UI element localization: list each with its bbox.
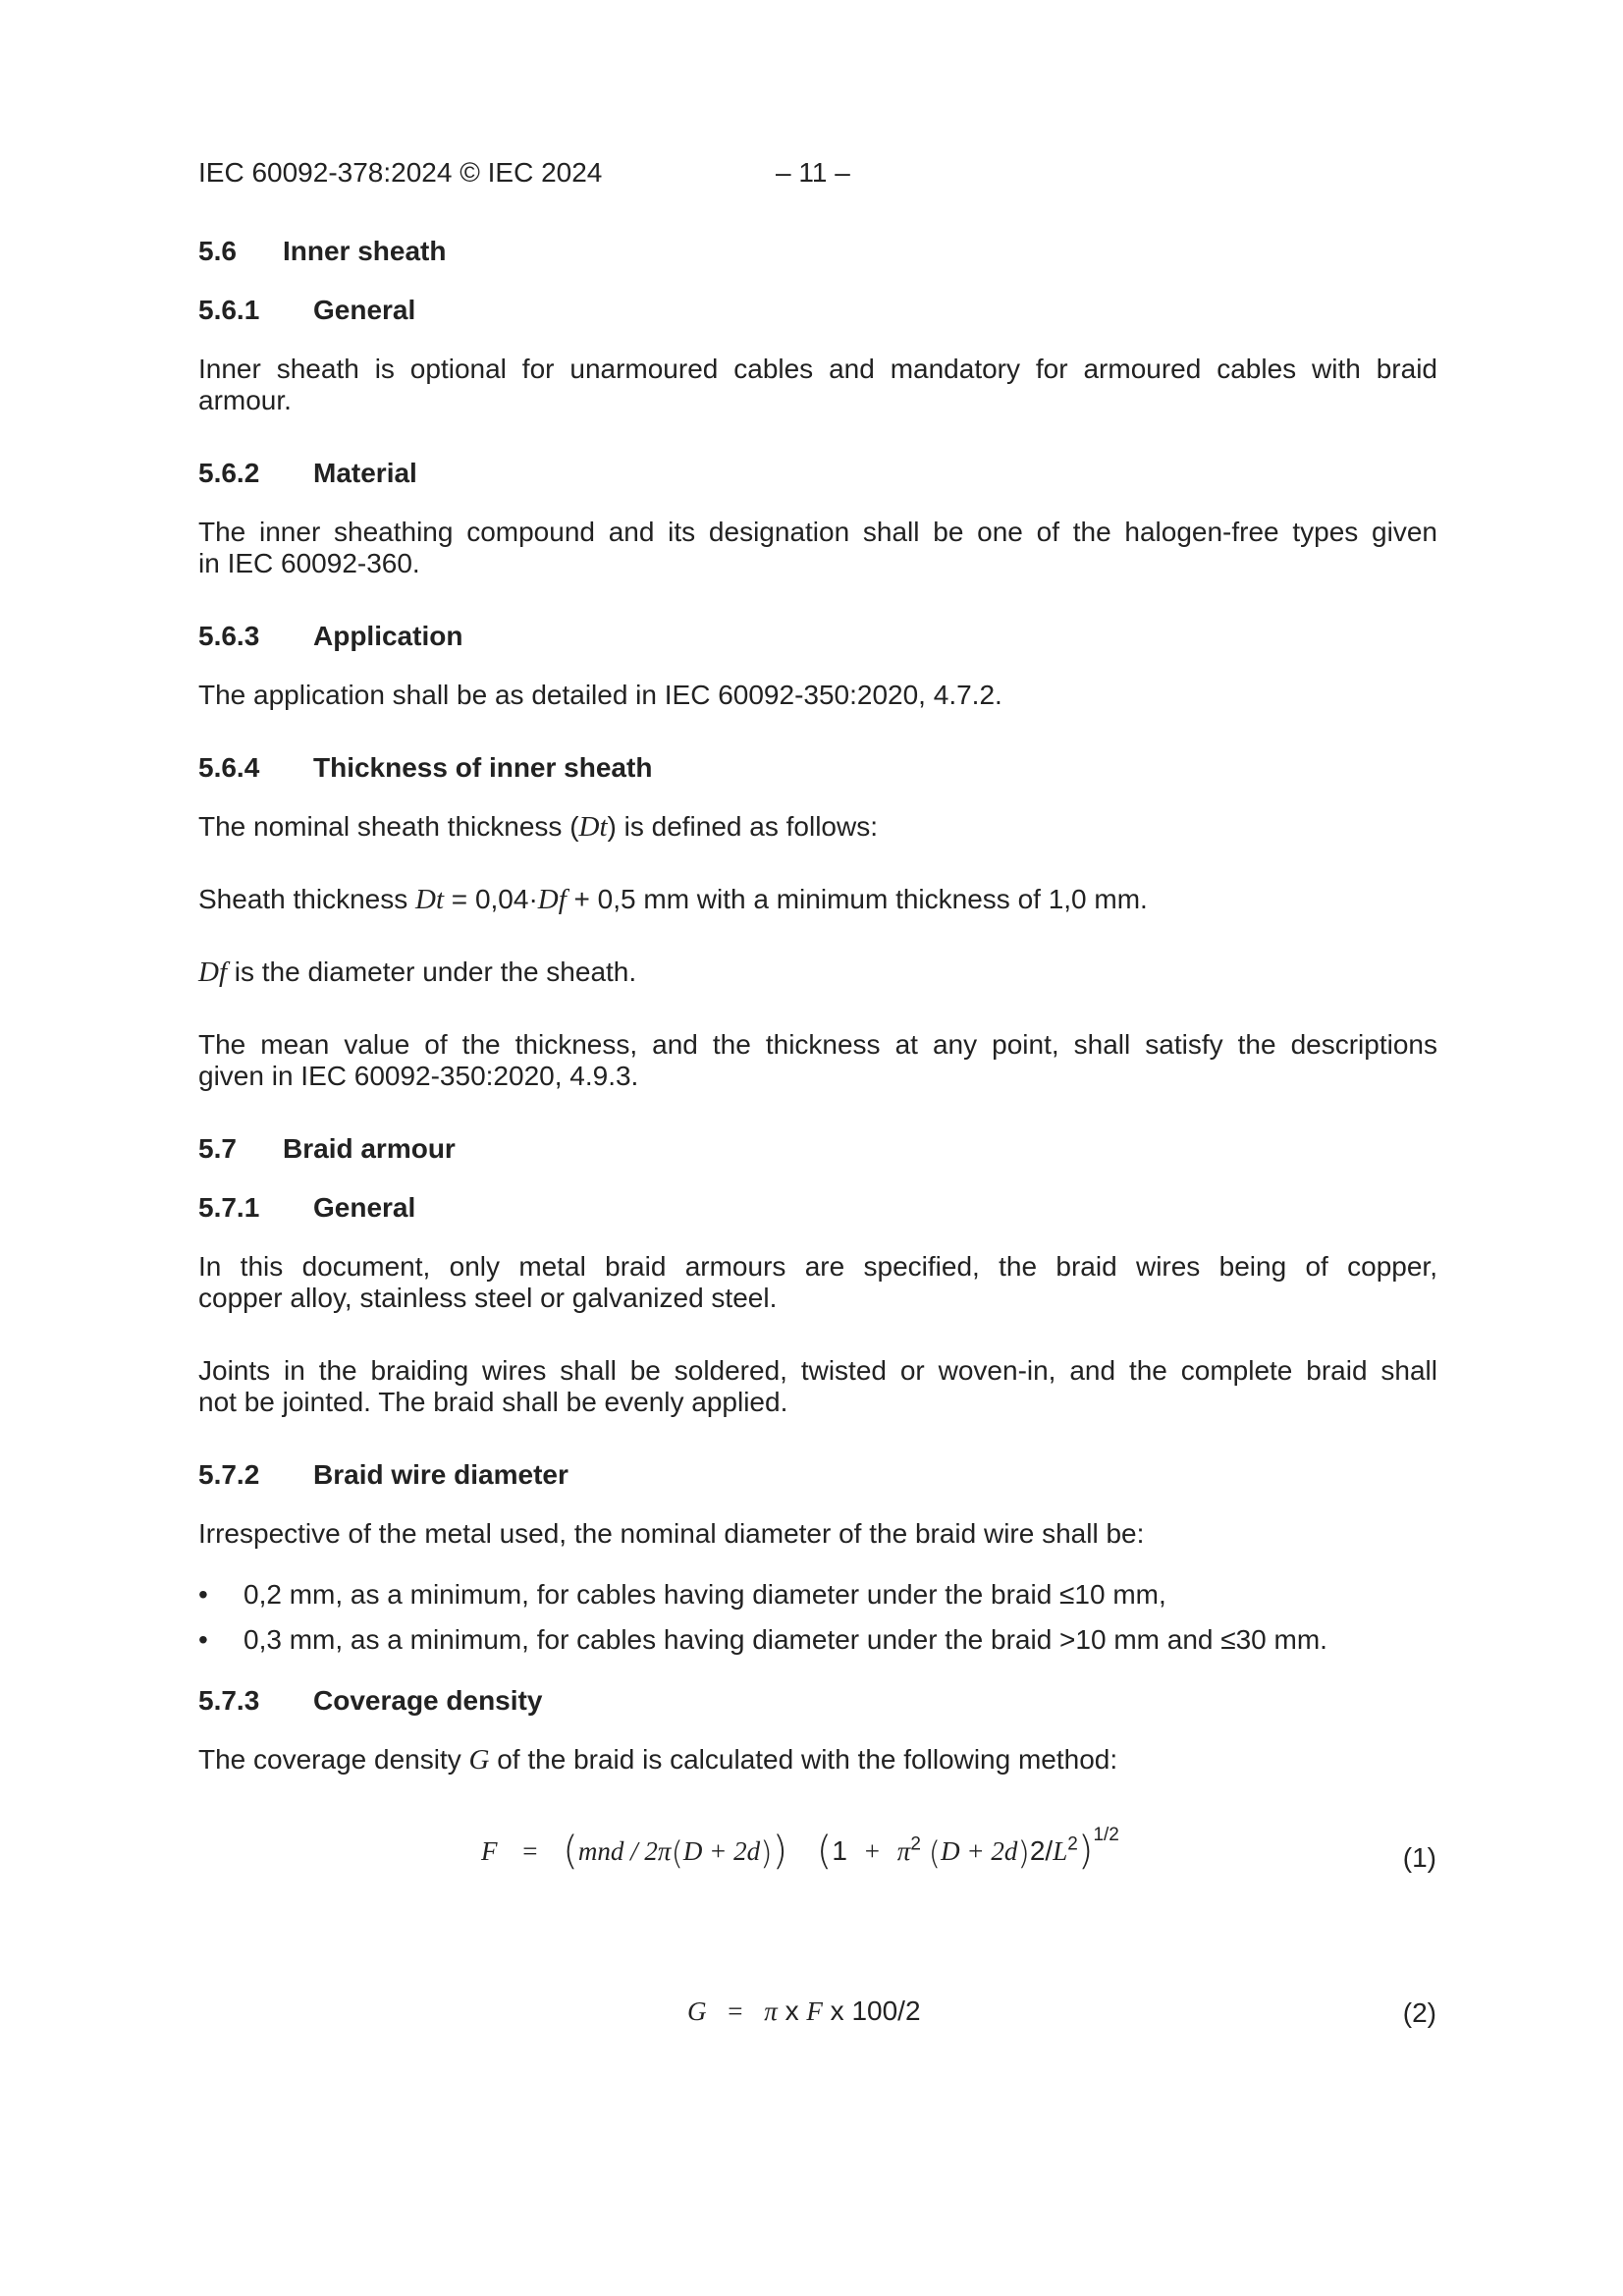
heading-title: Thickness of inner sheath: [313, 752, 653, 783]
list-item-text: 0,2 mm, as a minimum, for cables having diameter under the braid ≤10 mm,: [243, 1579, 1166, 1610]
text-run: is the diameter under the sheath.: [227, 957, 637, 987]
equation-number-1: (1): [1402, 1842, 1436, 1873]
math-term: D + 2d: [682, 1836, 761, 1866]
paragraph-line: The mean value of the thickness, and the thickness at any point, shall satisfy the descriptions: [198, 1029, 1437, 1060]
paragraph-5-6-2: [198, 517, 1437, 579]
math-operator: =: [728, 1996, 743, 2026]
heading-number: 5.6.3: [198, 621, 260, 651]
list-item: [198, 1624, 1327, 1656]
heading-number: 5.7.1: [198, 1192, 260, 1223]
heading-number: 5.6.2: [198, 458, 260, 488]
text-run: + 0,5 mm with a minimum thickness of 1,0 mm.: [566, 884, 1148, 914]
math-term: 2/: [1029, 1835, 1054, 1866]
paragraph-thickness-formula: [198, 884, 1437, 915]
math-term: x 100/2: [830, 1995, 921, 2026]
open-paren-glyph: (: [671, 1834, 683, 1872]
text-run: The nominal sheath thickness (: [198, 811, 579, 842]
close-paren-glyph: ): [760, 1834, 773, 1872]
formula-2: [687, 1995, 921, 2027]
paragraph-5-7-1-a: [198, 1251, 1437, 1314]
math-variable: Df: [537, 884, 567, 915]
paragraph-mean-value: [198, 1029, 1437, 1092]
math-variable: Df: [198, 957, 227, 988]
heading-title: General: [313, 1192, 416, 1223]
heading-number: 5.7: [198, 1133, 237, 1164]
paragraph-line: Joints in the braiding wires shall be soldered, twisted or woven-in, and the complete braid shall: [198, 1355, 1437, 1386]
heading-number: 5.6.1: [198, 295, 260, 325]
header-page-number: – 11 –: [776, 157, 850, 188]
math-variable: G: [687, 1996, 707, 2026]
text-run: ) is defined as follows:: [607, 811, 878, 842]
bullet-marker: •: [198, 1624, 208, 1655]
close-paren-glyph: ): [1017, 1834, 1030, 1872]
open-paren-glyph: (: [816, 1829, 833, 1874]
paragraph-line: not be jointed. The braid shall be evenly applied.: [198, 1387, 788, 1417]
math-exponent: 2: [1067, 1833, 1078, 1855]
heading-number: 5.7.2: [198, 1459, 260, 1490]
formula-1: [481, 1824, 1119, 1874]
text-run: of the braid is calculated with the following method:: [489, 1744, 1118, 1775]
heading-number: 5.7.3: [198, 1685, 260, 1716]
heading-5-7: [198, 1133, 456, 1165]
heading-title: Inner sheath: [283, 236, 447, 266]
close-paren-glyph: ): [772, 1829, 788, 1874]
math-variable: L: [1053, 1836, 1068, 1866]
list-item-text: 0,3 mm, as a minimum, for cables having diameter under the braid >10 mm and ≤30 mm.: [243, 1624, 1327, 1655]
text-run: Sheath thickness: [198, 884, 416, 914]
heading-number: 5.6.4: [198, 752, 260, 783]
heading-5-6-1: [198, 295, 415, 326]
heading-title: Braid wire diameter: [313, 1459, 568, 1490]
text-run: The coverage density: [198, 1744, 469, 1775]
paragraph-line: in IEC 60092-360.: [198, 548, 420, 578]
heading-5-6: [198, 236, 446, 267]
text-run: = 0,04·: [444, 884, 538, 914]
heading-title: General: [313, 295, 416, 325]
math-number: 1: [832, 1835, 847, 1866]
paragraph-line: copper alloy, stainless steel or galvanized steel.: [198, 1283, 778, 1313]
paragraph-line: armour.: [198, 385, 292, 415]
math-variable: F: [481, 1836, 498, 1866]
paragraph-line: given in IEC 60092-350:2020, 4.9.3.: [198, 1061, 639, 1091]
open-paren-glyph: (: [563, 1829, 578, 1874]
math-exponent: 1/2: [1093, 1824, 1119, 1845]
heading-5-7-2: [198, 1459, 568, 1491]
paragraph-nominal-thickness: [198, 811, 1437, 843]
heading-5-6-3: [198, 621, 462, 652]
heading-title: Material: [313, 458, 417, 488]
paragraph-line: The inner sheathing compound and its designation shall be one of the halogen-free types given: [198, 517, 1437, 547]
close-paren-glyph: ): [1077, 1829, 1094, 1874]
heading-5-6-4: [198, 752, 652, 784]
paragraph-5-6-3: The application shall be as detailed in IEC 60092-350:2020, 4.7.2.: [198, 680, 1002, 710]
math-variable: Dt: [578, 811, 608, 843]
paragraph-coverage-density: [198, 1744, 1437, 1776]
paragraph-line: In this document, only metal braid armours are specified, the braid wires being of copper,: [198, 1251, 1437, 1282]
paragraph-5-7-2: Irrespective of the metal used, the nominal diameter of the braid wire shall be:: [198, 1518, 1145, 1549]
bullet-marker: •: [198, 1579, 208, 1610]
math-variable: F: [806, 1996, 823, 2026]
equation-number-2: (2): [1402, 1997, 1436, 2028]
list-item: [198, 1579, 1166, 1611]
heading-title: Application: [313, 621, 463, 651]
paragraph-df-definition: [198, 957, 1437, 988]
math-constant: π: [896, 1836, 911, 1866]
math-variable: Dt: [415, 884, 445, 915]
heading-number: 5.6: [198, 236, 237, 266]
open-paren-glyph: (: [928, 1834, 942, 1872]
heading-title: Braid armour: [283, 1133, 456, 1164]
math-constant: π: [764, 1996, 778, 2026]
header-standard-id: IEC 60092-378:2024 © IEC 2024: [198, 157, 603, 188]
heading-5-6-2: [198, 458, 417, 489]
math-operator: +: [864, 1836, 880, 1866]
paragraph-5-6-1: [198, 354, 1437, 416]
paragraph-line: Inner sheath is optional for unarmoured cables and mandatory for armoured cables with braid: [198, 354, 1437, 384]
heading-5-7-1: [198, 1192, 415, 1224]
math-exponent: 2: [910, 1833, 921, 1855]
math-operator: =: [522, 1836, 538, 1866]
paragraph-5-7-1-b: [198, 1355, 1437, 1418]
heading-title: Coverage density: [313, 1685, 543, 1716]
math-variable: G: [468, 1744, 490, 1776]
heading-5-7-3: [198, 1685, 542, 1717]
math-term: mnd / 2π: [577, 1836, 672, 1866]
math-operator: x: [784, 1995, 799, 2026]
math-term: D + 2d: [941, 1836, 1018, 1866]
